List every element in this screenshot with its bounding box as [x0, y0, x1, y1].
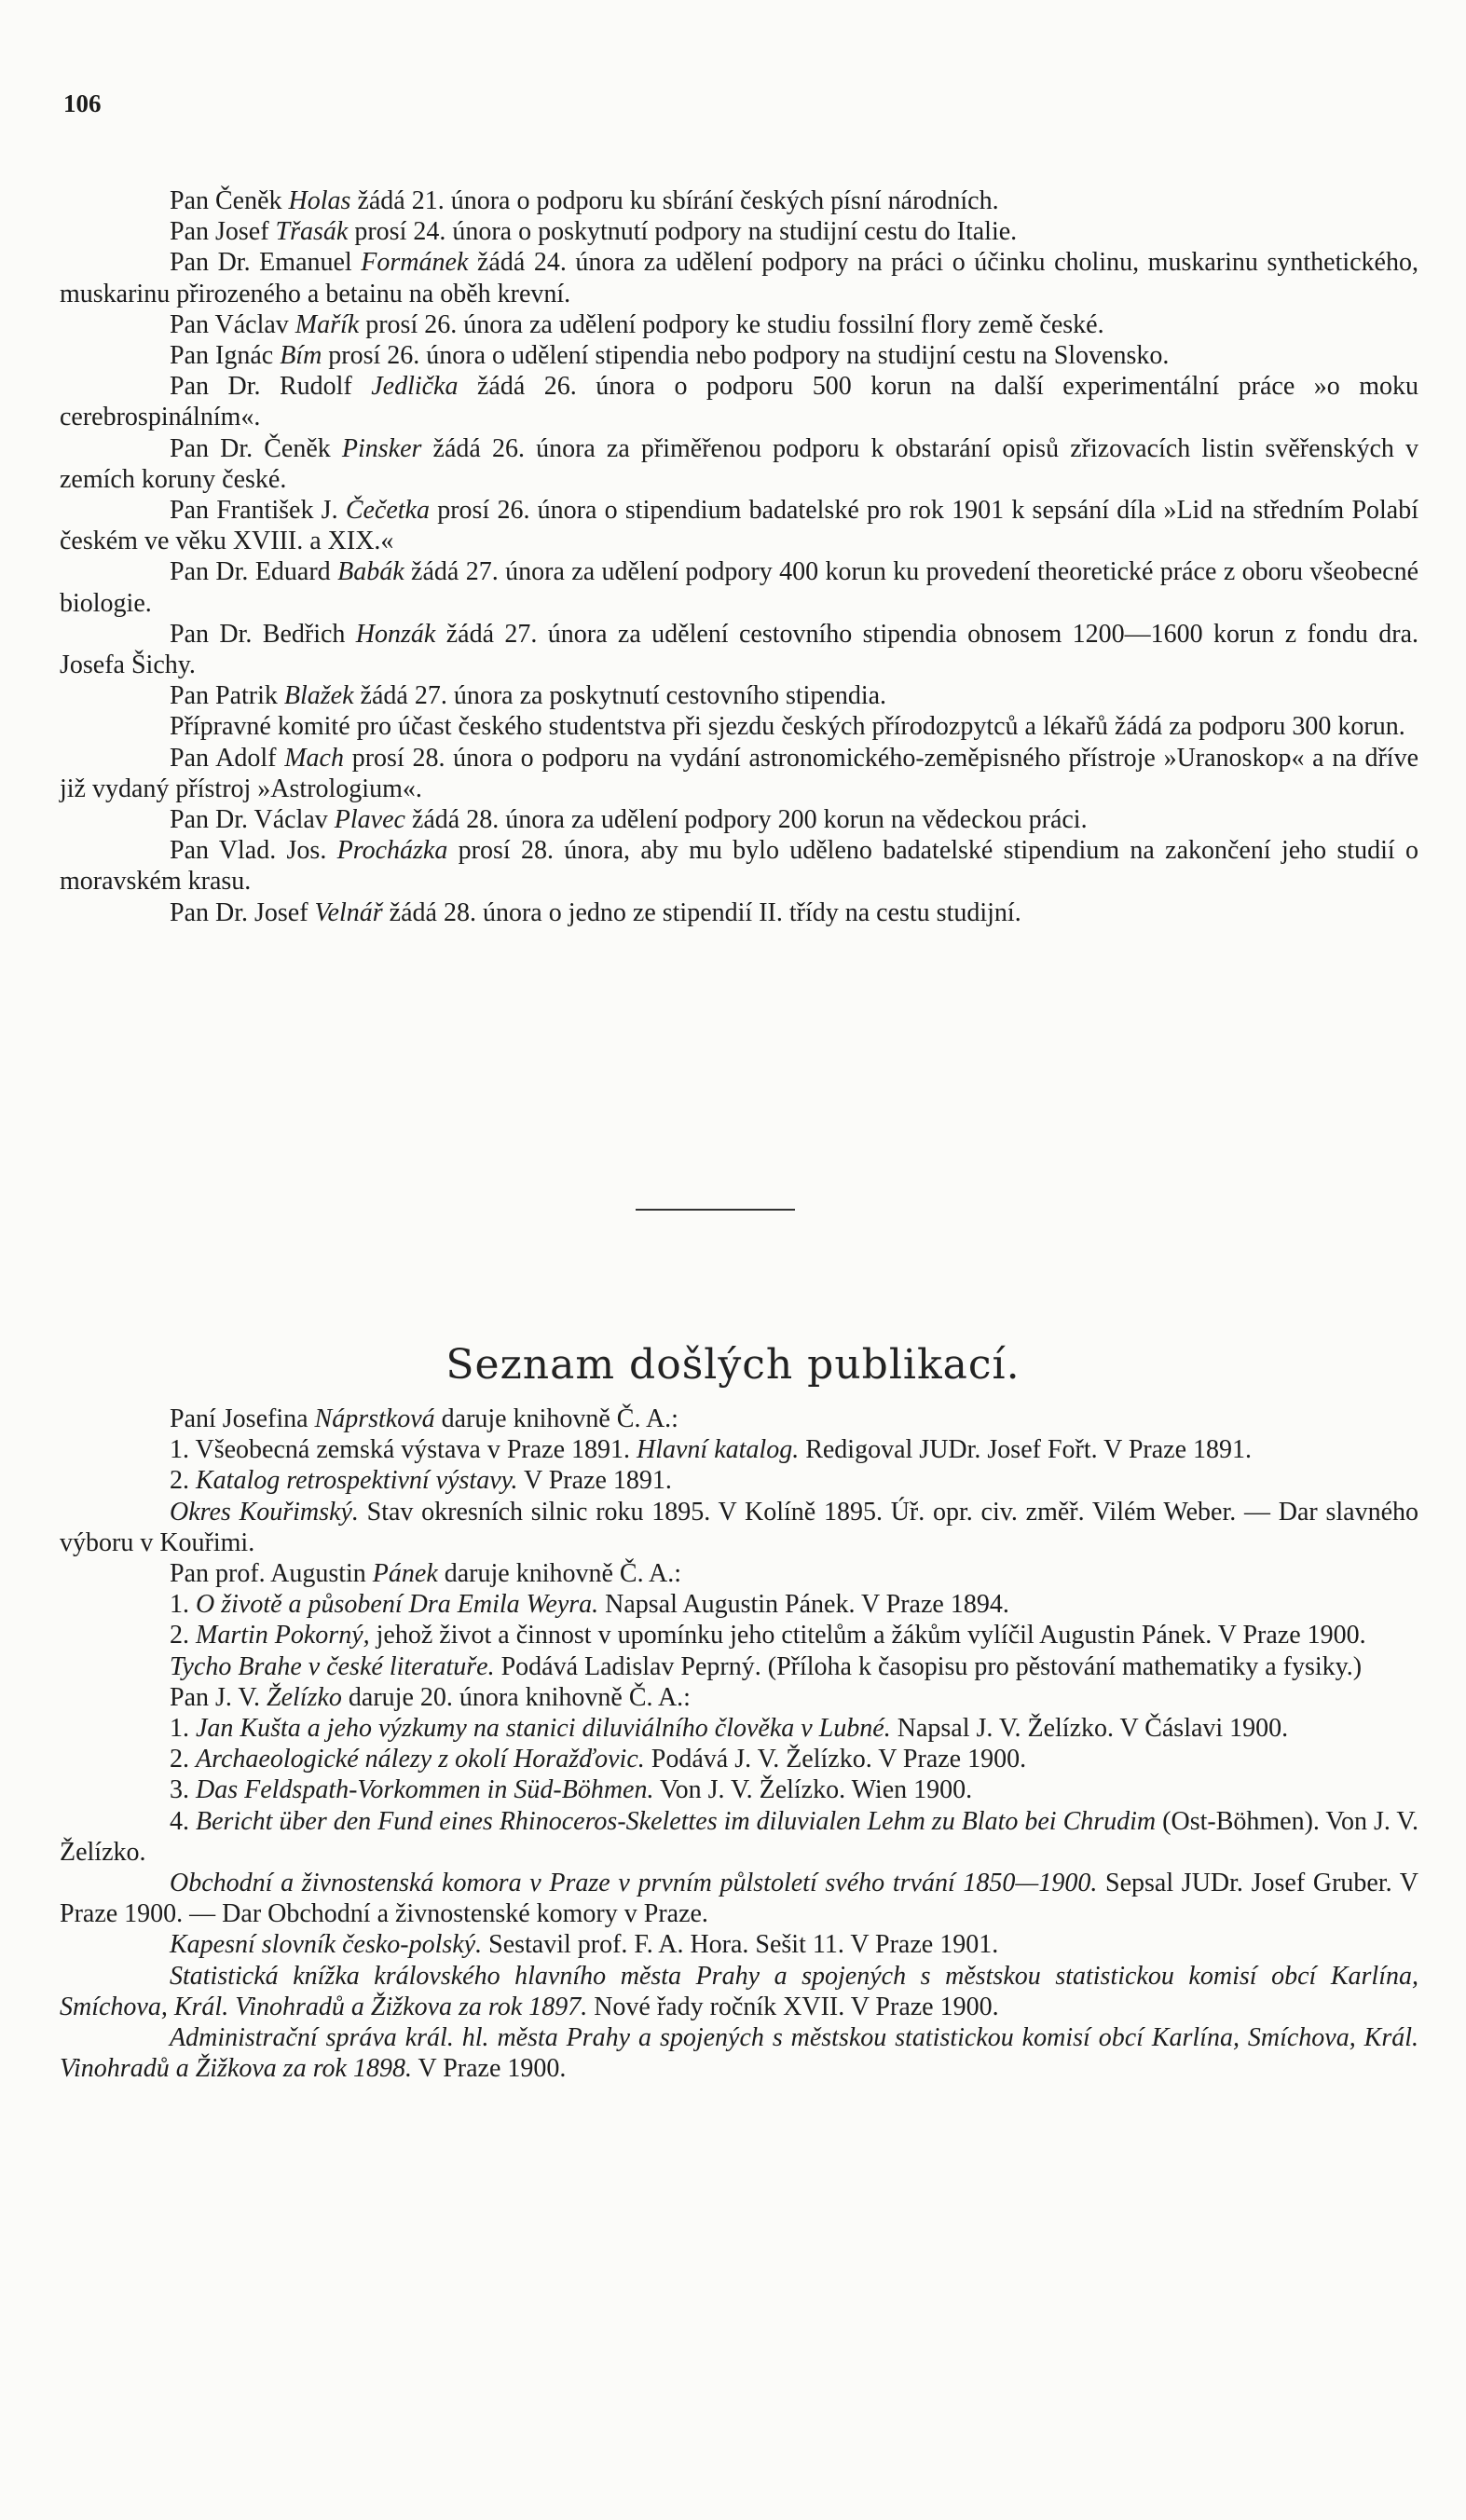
request-entry: Pan Dr. Rudolf Jedlička žádá 26. února o podporu 500 korun na další experimentální práce »o moku cerebrospinálním«. — [60, 372, 1419, 432]
publication-entry: 1. Jan Kušta a jeho výzkumy na stanici diluviálního člověka v Lubné. Napsal J. V. Želízko. V Čáslavi 1900. — [170, 1714, 1289, 1744]
publication-entry: Pan J. V. Želízko daruje 20. února knihovně Č. A.: — [170, 1682, 691, 1712]
request-entry: Pan Dr. Václav Plavec žádá 28. února za udělení podpory 200 korun na vědeckou práci. — [170, 805, 1088, 835]
request-entry: Přípravné komité pro účast českého studentstva při sjezdu českých přírodozpytců a lékařů žádá za podporu 300 korun. — [170, 712, 1405, 742]
request-entry: Pan Václav Mařík prosí 26. února za udělení podpory ke studiu fossilní flory země české. — [170, 309, 1104, 339]
request-entry: Pan Ignác Bím prosí 26. února o udělení stipendia nebo podpory na studijní cestu na Slovensko. — [170, 341, 1170, 371]
publication-entry: 2. Martin Pokorný, jehož život a činnost v upomínku jeho ctitelům a žákům vylíčil Augustin Pánek. V Praze 1900. — [170, 1621, 1366, 1650]
publication-entry: Okres Kouřimský. Stav okresních silnic roku 1895. V Kolíně 1895. Úř. opr. civ. změř. Vilém Weber. — Dar slavného výboru v Kouřimi. — [60, 1497, 1418, 1557]
publication-entry: Administrační správa král. hl. města Prahy a spojených s městskou statistickou komisí obcí Karlína, Smíchova, Král. Vinohradů a Žižkova za rok 1898. V Praze 1900. — [60, 2023, 1418, 2084]
publication-entry: 3. Das Feldspath-Vorkommen in Süd-Böhmen. Von J. V. Želízko. Wien 1900. — [170, 1775, 973, 1805]
publication-entry: Paní Josefina Náprstková daruje knihovně Č. A.: — [170, 1404, 678, 1433]
page-number: 106 — [63, 89, 102, 117]
publication-entry: Statistická knížka královského hlavního města Prahy a spojených s městskou statistickou komisí obcí Karlína, Smíchova, Král. Vinohradů a Žižkova za rok 1897. Nové řady ročník XVII. V Praze 1900. — [60, 1961, 1418, 2021]
section-divider — [636, 1209, 795, 1211]
request-entry: Pan Dr. Emanuel Formánek žádá 24. února za udělení podpory na práci o účinku cholinu, muskarinu synthetického, muskarinu přirozeného a betainu na oběh krevní. — [60, 248, 1418, 308]
publication-entry: 2. Archaeologické nálezy z okolí Horažďovic. Podává J. V. Želízko. V Praze 1900. — [170, 1745, 1027, 1774]
request-entry: Pan Adolf Mach prosí 28. února o podporu na vydání astronomického-zeměpisného přístroje »Uranoskop« a na dříve již vydaný přístroj »Astrologium«. — [60, 743, 1419, 803]
request-entry: Pan Patrik Blažek žádá 27. února za poskytnutí cestovního stipendia. — [170, 681, 887, 711]
publication-entry: 2. Katalog retrospektivní výstavy. V Praze 1891. — [170, 1466, 672, 1496]
publication-entry: 1. Všeobecná zemská výstava v Praze 1891. Hlavní katalog. Redigoval JUDr. Josef Fořt. V Praze 1891. — [170, 1435, 1253, 1465]
request-entry: Pan Dr. Čeněk Pinsker žádá 26. února za přiměřenou podporu k obstarání opisů zřizovacích listin svěřenských v zemích koruny české. — [60, 433, 1418, 494]
publication-entry: Kapesní slovník česko-polský. Sestavil prof. F. A. Hora. Sešit 11. V Praze 1901. — [170, 1930, 999, 1960]
section-heading: Seznam došlých publikací. — [445, 1340, 1021, 1389]
publication-entry: 1. O životě a působení Dra Emila Weyra. Napsal Augustin Pánek. V Praze 1894. — [170, 1590, 1009, 1620]
request-entry: Pan Dr. Josef Velnář žádá 28. února o jedno ze stipendií II. třídy na cestu studijní. — [170, 897, 1021, 927]
request-entry: Pan Josef Třasák prosí 24. února o poskytnutí podpory na studijní cestu do Italie. — [170, 217, 1018, 247]
publication-entry: Obchodní a živnostenská komora v Praze v prvním půlstoletí svého trvání 1850—1900. Sepsal JUDr. Josef Gruber. V Praze 1900. — Dar Obchodní a živnostenské komory v Praze. — [60, 1869, 1418, 1929]
request-entry: Pan Dr. Eduard Babák žádá 27. února za udělení podpory 400 korun ku provedení theoretické práce z oboru všeobecné biologie. — [60, 557, 1418, 618]
publication-entry: Pan prof. Augustin Pánek daruje knihovně Č. A.: — [170, 1559, 682, 1589]
publication-entry: 4. Bericht über den Fund eines Rhinoceros-Skelettes im diluvialen Lehm zu Blato bei Chrudim (Ost-Böhmen). Von J. V. Želízko. — [60, 1806, 1419, 1867]
request-entry: Pan František J. Čečetka prosí 26. února o stipendium badatelské pro rok 1901 k sepsání díla »Lid na středním Polabí českém ve věku XVIII. a XIX.« — [60, 496, 1418, 556]
publications-list — [60, 1404, 1418, 2084]
request-entry: Pan Dr. Bedřich Honzák žádá 27. února za udělení cestovního stipendia obnosem 1200—1600 korun z fondu dra. Josefa Šichy. — [60, 619, 1418, 680]
publication-entry: Tycho Brahe v české literatuře. Podává Ladislav Peprný. (Příloha k časopisu pro pěstování mathematiky a fysiky.) — [170, 1651, 1363, 1681]
grant-requests-list — [60, 185, 1418, 928]
request-entry: Pan Vlad. Jos. Procházka prosí 28. února, aby mu bylo uděleno badatelské stipendium na zakončení jeho studií o moravském krasu. — [60, 836, 1418, 897]
request-entry: Pan Čeněk Holas žádá 21. února o podporu ku sbírání českých písní národních. — [170, 186, 999, 215]
